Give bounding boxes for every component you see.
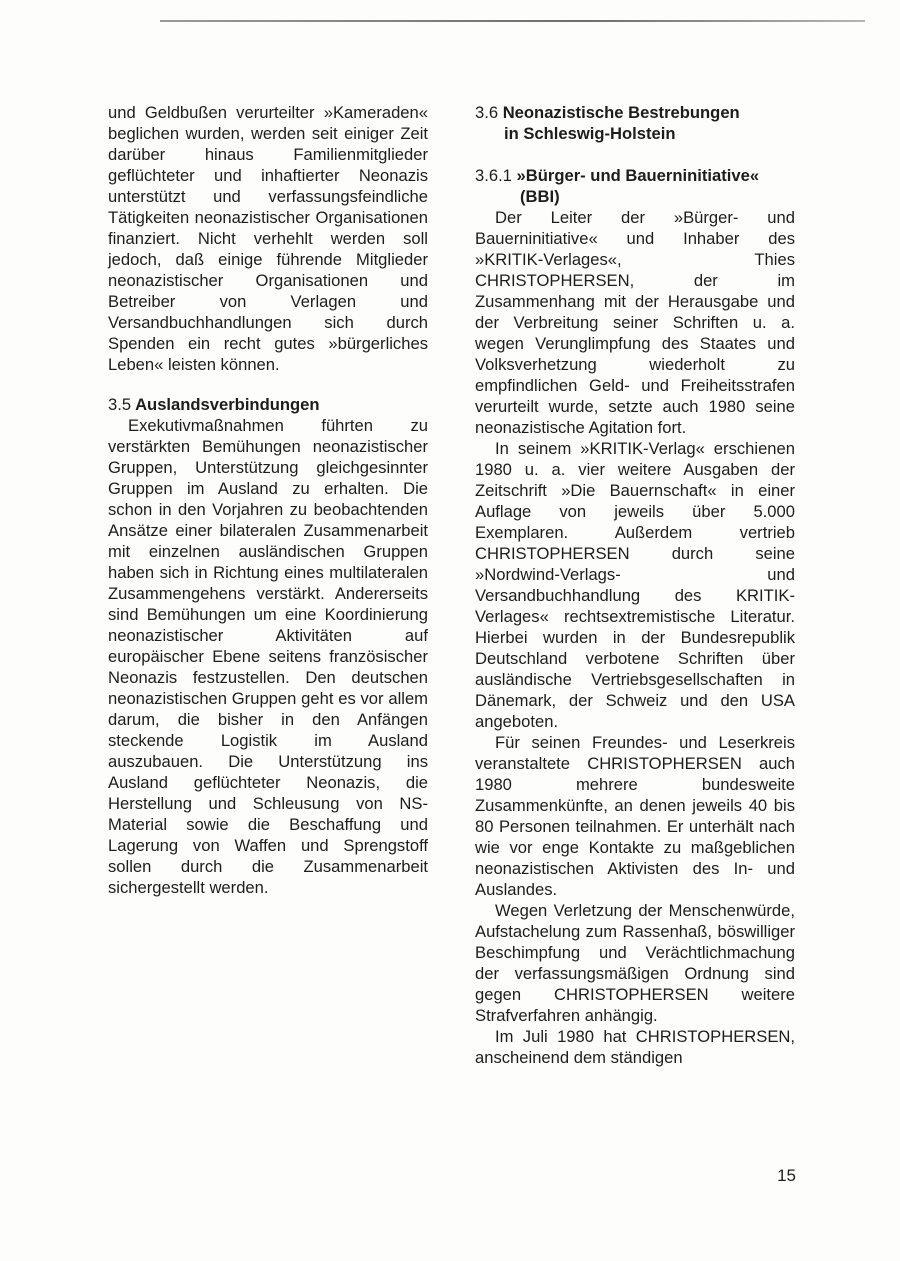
section-heading-3-6-1 bbox=[475, 165, 795, 207]
page-number: 15 bbox=[777, 1166, 796, 1185]
section-title-line-2: in Schleswig-Holstein bbox=[504, 124, 676, 143]
section-3-5-paragraph: Exekutivmaßnahmen führten zu verstärkten Bemühungen neonazistischer Gruppen, Unterstützung gleichgesinnter Gruppen im Ausland zu erhalten. Die schon in den Vorjahren zu beobachtenden Ansätze einer bilateralen Zusammenarbeit mit einzelnen ausländischen Gruppen haben sich in Richtung eines multilateralen Zusammengehens verstärkt. Andererseits sind Bemühungen um eine Koordinierung neonazistischer Aktivitäten auf europäischer Ebene seitens französischer Neonazis festzustellen. Den deutschen neonazistischen Gruppen geht es vor allem darum, die bisher in den Anfängen steckende Logistik im Ausland auszubauen. Die Unterstützung ins Ausland geflüchteter Neonazis, die Herstellung und Schleusung von NS-Material sowie die Beschaffung und Lagerung von Waffen und Sprengstoff sollen durch die Zusammenarbeit sichergestellt werden. bbox=[108, 416, 428, 897]
section-title-line-1: »Bürger- und Bauerninitiative« bbox=[516, 166, 760, 185]
paragraph: Der Leiter der »Bürger- und Bauerninitiative« und Inhaber des »KRITIK-Verlages«, Thies CHRISTOPHERSEN, der im Zusammenhang mit der Herausgabe und der Verbreitung seiner Schriften u. a. wegen Verunglimpfung des Staates und Volksverhetzung wiederholt zu empfindlichen Geld- und Freiheitsstrafen verurteilt wurde, setzte auch 1980 seine neonazistische Agitation fort. bbox=[475, 208, 795, 437]
section-title-line-1: Neonazistische Bestrebungen bbox=[502, 103, 740, 122]
paragraph: Im Juli 1980 hat CHRISTOPHERSEN, anscheinend dem ständigen bbox=[475, 1027, 795, 1067]
paragraph: In seinem »KRITIK-Verlag« erschienen 1980 u. a. vier weitere Ausgaben der Zeitschrift »Die Bauernschaft« in einer Auflage von jeweils über 5.000 Exemplaren. Außerdem vertrieb CHRISTOPHERSEN durch seine »Nordwind-Verlags- und Versandbuchhandlung des KRITIK-Verlages« rechtsextremistische Literatur. Hierbei wurden in der Bundesrepublik Deutschland verbotene Schriften über ausländische Vertriebsgesellschaften in Dänemark, der Schweiz und den USA angeboten. bbox=[475, 439, 795, 731]
section-title-line-2: (BBI) bbox=[520, 187, 560, 206]
section-number: 3.6.1 bbox=[475, 166, 512, 185]
section-heading-3-5 bbox=[108, 394, 428, 415]
header-rule bbox=[160, 20, 865, 22]
left-column bbox=[108, 102, 428, 898]
section-number: 3.6 bbox=[475, 103, 499, 122]
section-title: Auslandsverbindungen bbox=[135, 395, 320, 414]
right-column bbox=[475, 102, 795, 1068]
section-heading-3-6 bbox=[475, 102, 795, 144]
intro-paragraph: und Geldbußen verurteilter »Kameraden« beglichen wurden, werden seit einiger Zeit darüber hinaus Familienmitglieder geflüchteter und inhaftierter Neonazis unterstützt und verfassungsfeindliche Tätigkeiten neonazistischer Organisationen finanziert. Nicht verhehlt werden soll jedoch, daß einige führende Mitglieder neonazistischer Organisationen und Betreiber von Verlagen und Versandbuchhandlungen sich durch Spenden ein recht gutes »bürgerliches Leben« leisten können. bbox=[108, 103, 428, 374]
paragraph: Wegen Verletzung der Menschenwürde, Aufstachelung zum Rassenhaß, böswilliger Beschimpfung und Verächtlichmachung der verfassungsmäßigen Ordnung sind gegen CHRISTOPHERSEN weitere Strafverfahren anhängig. bbox=[475, 901, 795, 1025]
section-number: 3.5 bbox=[108, 395, 132, 414]
paragraph: Für seinen Freundes- und Leserkreis veranstaltete CHRISTOPHERSEN auch 1980 mehrere bundesweite Zusammenkünfte, an denen jeweils 40 bis 80 Personen teilnahmen. Er unterhält nach wie vor enge Kontakte zu maßgeblichen neonazistischen Aktivisten des In- und Auslandes. bbox=[475, 733, 795, 899]
